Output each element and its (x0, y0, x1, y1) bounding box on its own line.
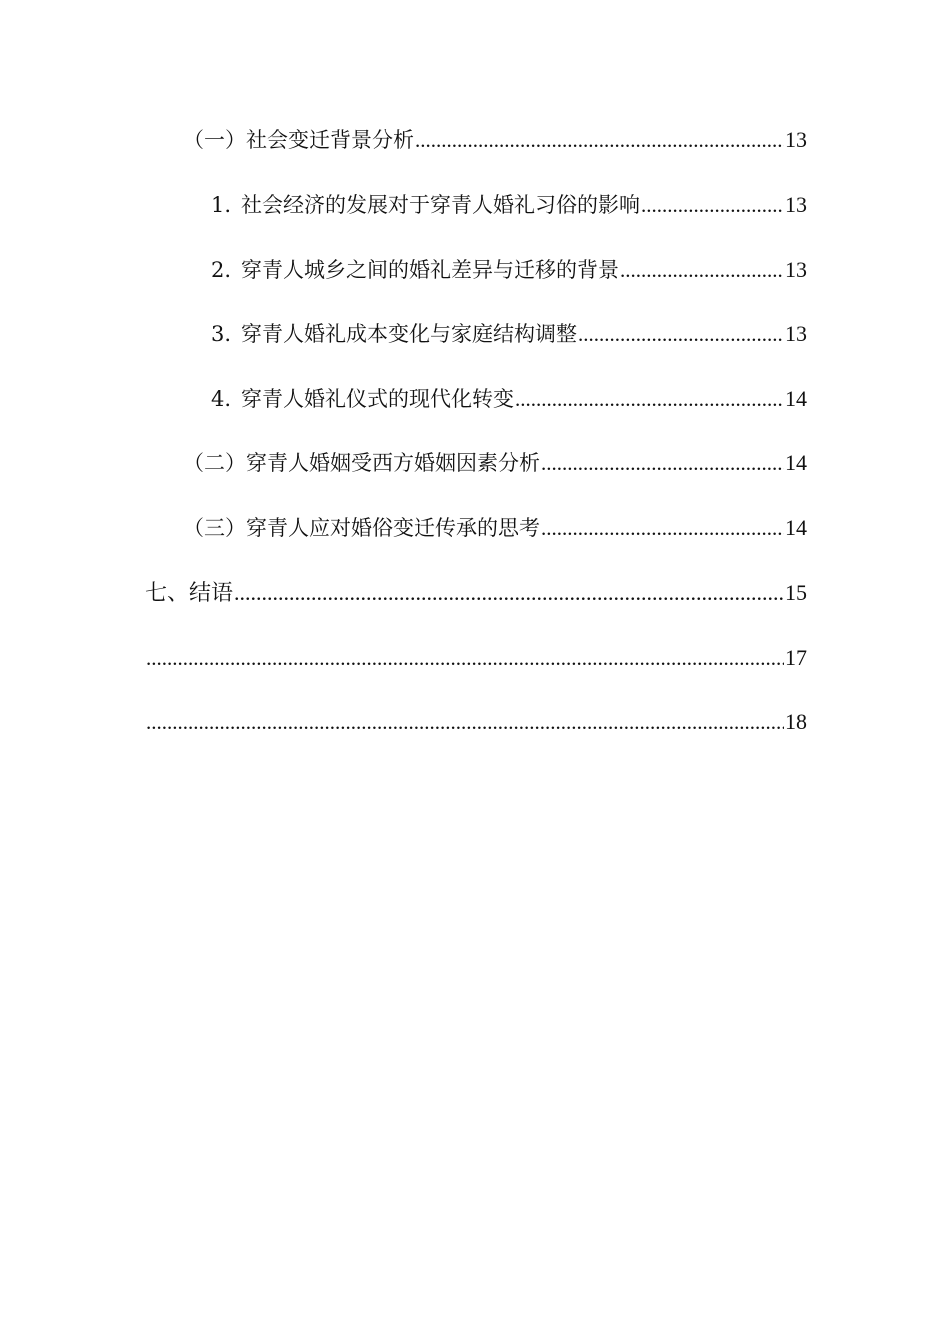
dot-leader (578, 319, 784, 349)
dot-leader (146, 643, 784, 673)
dot-leader (234, 578, 784, 608)
toc-entry-urban-rural-differences[interactable] (211, 255, 807, 285)
toc-entry-number: 3. (211, 322, 232, 346)
dot-leader (415, 125, 784, 155)
dot-leader (146, 707, 784, 737)
toc-page-number: 18 (785, 709, 807, 734)
toc-page-number: 14 (785, 450, 807, 475)
toc-entry-text (211, 190, 640, 220)
toc-entry-label: 社会经济的发展对于穿青人婚礼习俗的影响 (241, 193, 641, 217)
toc-entry-label: 穿青人城乡之间的婚礼差异与迁移的背景 (241, 258, 620, 282)
toc-page-number: 13 (785, 192, 807, 217)
toc-entry-text (211, 384, 514, 414)
toc-entry-text (211, 319, 577, 349)
dot-leader (541, 513, 784, 543)
toc-entry-economic-development[interactable] (211, 190, 807, 220)
toc-entry-number: 2. (211, 258, 232, 282)
toc-entry-label: 穿青人婚礼仪式的现代化转变 (241, 387, 515, 411)
toc-entry-number: 4. (211, 387, 232, 411)
toc-page-number: 13 (785, 127, 807, 152)
toc-entry-number: 1. (211, 193, 232, 217)
toc-entry-conclusion[interactable] (145, 578, 807, 609)
toc-page-number: 15 (785, 580, 807, 605)
toc-entry-inheritance-reflection[interactable] (183, 513, 807, 543)
toc-entry-label: 穿青人婚礼成本变化与家庭结构调整 (241, 322, 578, 346)
toc-entry-western-influence[interactable] (183, 448, 807, 478)
dot-leader (541, 448, 784, 478)
toc-entry-wedding-cost[interactable] (211, 319, 807, 349)
toc-entry-social-change-background[interactable] (183, 125, 807, 155)
toc-entry-ceremony-modernization[interactable] (211, 384, 807, 414)
toc-entry-label: 七、结语 (145, 581, 234, 606)
toc-page-number: 13 (785, 321, 807, 346)
toc-entry-label: （二）穿青人婚姻受西方婚姻因素分析 (183, 451, 540, 475)
dot-leader (641, 190, 784, 220)
toc-entry-text (211, 255, 619, 285)
toc-entry-label: （三）穿青人应对婚俗变迁传承的思考 (183, 516, 540, 540)
toc-page-number: 14 (785, 515, 807, 540)
toc-page-number: 13 (785, 257, 807, 282)
toc-entry-label: （一）社会变迁背景分析 (183, 128, 414, 152)
toc-page-number: 17 (785, 645, 807, 670)
dot-leader (620, 255, 784, 285)
dot-leader (515, 384, 784, 414)
toc-page-number: 14 (785, 386, 807, 411)
toc-entry-unlabeled-18[interactable] (145, 707, 807, 737)
toc-entry-unlabeled-17[interactable] (145, 643, 807, 673)
